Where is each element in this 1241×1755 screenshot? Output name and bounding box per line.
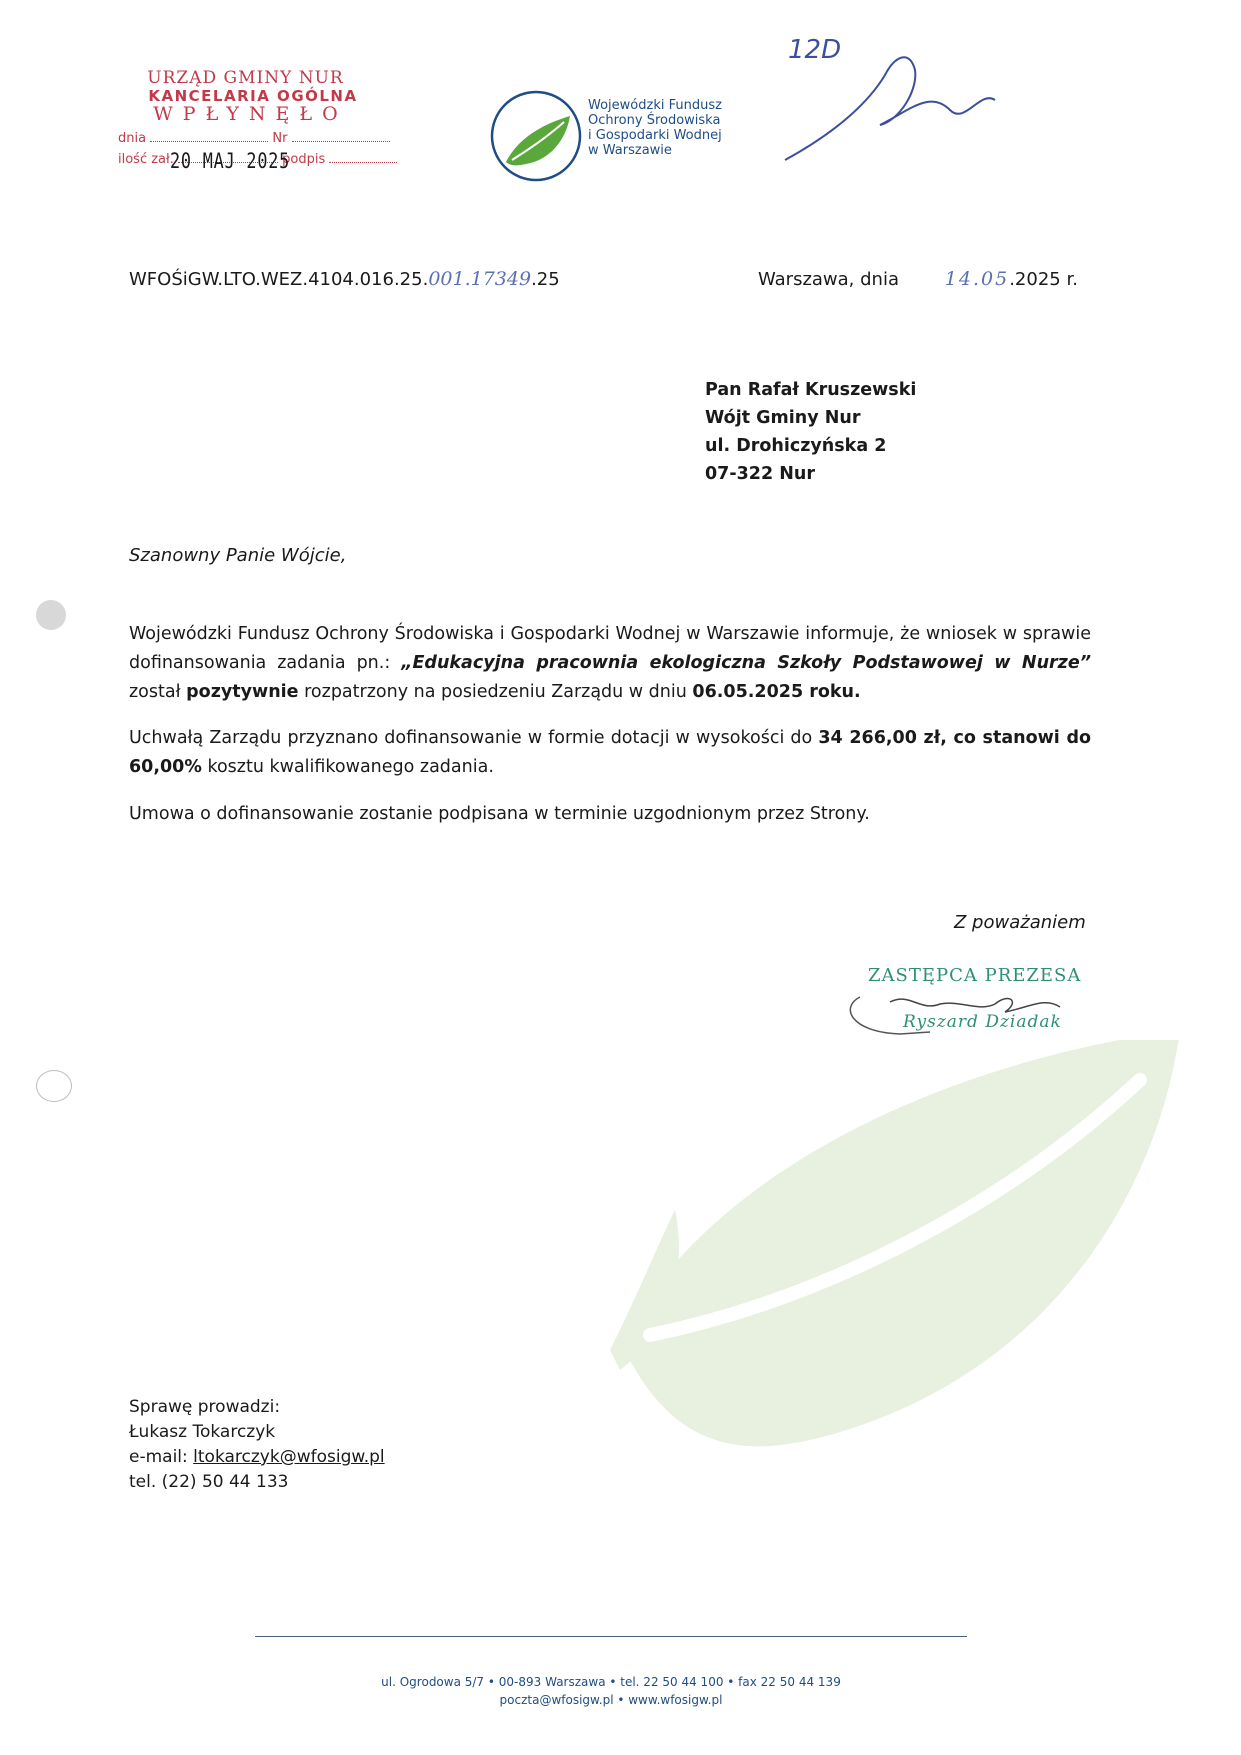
stamp-received: WPŁYNĘŁO [153,103,348,125]
footer-divider [255,1636,967,1637]
paragraph-agreement: Umowa o dofinansowanie zostanie podpisana w terminie uzgodnionym przez Strony. [129,804,870,824]
contact-email-link[interactable]: ltokarczyk@wfosigw.pl [193,1447,385,1467]
signature-name: Ryszard Dziadak [903,1012,1062,1032]
stamp-date-row [118,131,418,146]
date-handwritten: 14.05 [944,268,1010,290]
recipient-city: 07-322 Nur [705,464,815,484]
incoming-stamp [118,68,418,173]
recipient-street: ul. Drohiczyńska 2 [705,436,887,456]
footer-web: poczta@wfosigw.pl • www.wfosigw.pl [499,1693,723,1707]
stamp-nr-label: Nr [272,131,288,146]
logo-text: Wojewódzki Fundusz Ochrony Środowiska i Gospodarki Wodnej w Warszawie [588,98,722,158]
paragraph-funding: Uchwałą Zarządu przyznano dofinansowanie w formie dotacji w wysokości do 34 266,00 zł, co stanowi do 60,00% kosztu kwalifikowanego zadania. [129,728,1091,777]
reference-handwritten: 001.17349 [428,268,532,290]
footer-address: ul. Ogrodowa 5/7 • 00-893 Warszawa • tel. 22 50 44 100 • fax 22 50 44 139 [381,1675,841,1689]
salutation: Szanowny Panie Wójcie, [129,545,347,566]
signature-title: ZASTĘPCA PREZESA [868,965,1082,986]
recipient-title: Wójt Gminy Nur [705,408,861,428]
meeting-date: 06.05.2025 roku. [692,682,861,702]
contact-block [129,1395,385,1495]
wfosigw-logo-icon [488,88,584,184]
recipient-address [705,376,916,488]
reference-number: WFOŚiGW.LTO.WEZ.4104.016.25.001.17349.25 [129,268,560,290]
footer [255,1673,967,1709]
contact-phone: tel. (22) 50 44 133 [129,1472,289,1492]
stamp-department: KANCELARIA OGÓLNA [148,87,358,105]
funding-amount: 34 266,00 zł, co stanowi do 60,00% [129,728,1091,777]
contact-label: Sprawę prowadzi: [129,1397,281,1417]
contact-person: Łukasz Tokarczyk [129,1422,276,1442]
task-name: „Edukacyjna pracownia ekologiczna Szkoły Podstawowej w Nurze” [401,653,1091,673]
leaf-watermark-icon [580,1040,1200,1480]
recipient-name: Pan Rafał Kruszewski [705,380,917,400]
closing: Z poważaniem [954,912,1086,933]
stamp-ilosc-label: ilość zał. [118,152,174,167]
stamp-dnia-label: dnia [118,131,147,146]
place-date: Warszawa, dnia 14.05.2025 r. [758,268,1078,290]
punch-hole-1 [36,600,66,630]
stamp-received-date: 20 MAJ 2025 [170,149,291,173]
punch-hole-2 [36,1070,72,1102]
stamp-podpis-label: podpis [282,152,326,167]
contact-email-row: e-mail: ltokarczyk@wfosigw.pl [129,1447,385,1467]
paragraph-decision: Wojewódzki Fundusz Ochrony Środowiska i Gospodarki Wodnej w Warszawie informuje, że wniosek w sprawie dofinansowania zadania pn.: „Edukacyjna pracownia ekologiczna Szkoły Podstawowej w Nurze” został pozytywnie rozpatrzony na posiedzeniu Zarządu w dniu 06.05.2025 roku. [129,624,1091,702]
handwritten-paraph [780,30,1010,170]
svg-text:12D: 12D [788,35,842,65]
stamp-office: URZĄD GMINY NUR [147,68,344,88]
